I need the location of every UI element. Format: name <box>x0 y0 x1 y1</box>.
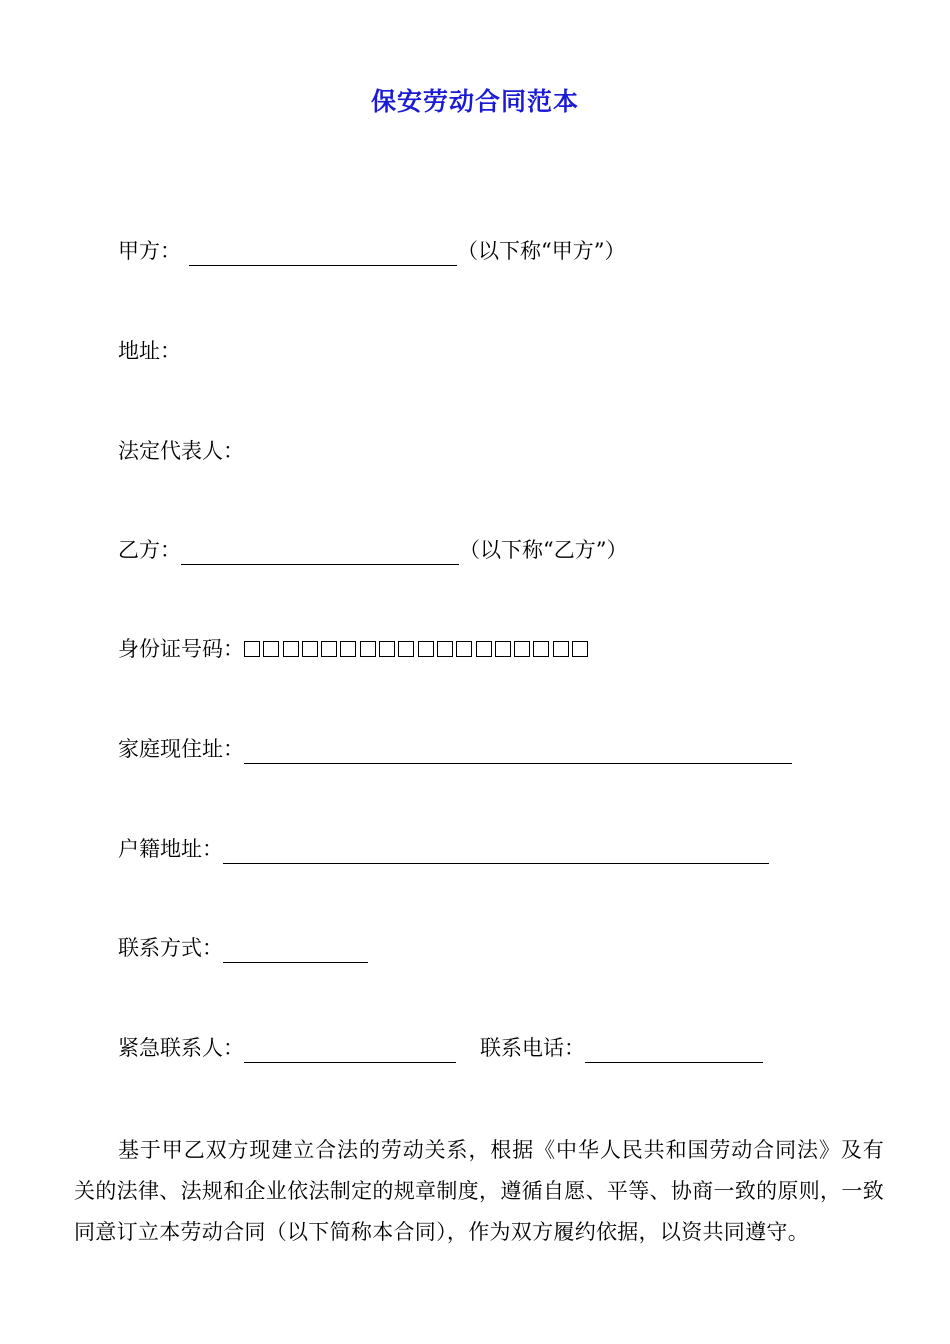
id-digit-box[interactable] <box>495 641 511 657</box>
id-digit-box[interactable] <box>553 641 569 657</box>
legal-rep-label: 法定代表人： <box>118 439 244 463</box>
id-digit-box[interactable] <box>456 641 472 657</box>
id-digit-box[interactable] <box>360 641 376 657</box>
household-address-row <box>118 834 769 864</box>
party-b-label: 乙方： <box>118 538 181 562</box>
home-address-blank[interactable] <box>244 739 792 764</box>
contact-row <box>118 933 368 963</box>
document-title: 保安劳动合同范本 <box>370 87 579 116</box>
id-digit-box[interactable] <box>263 641 279 657</box>
id-digit-box[interactable] <box>321 641 337 657</box>
id-digit-box[interactable] <box>514 641 530 657</box>
id-number-row <box>118 634 591 664</box>
address-row <box>118 336 181 366</box>
party-a-row <box>118 236 625 266</box>
contact-blank[interactable] <box>223 938 368 963</box>
party-b-suffix: （以下称“乙方”） <box>459 538 628 562</box>
id-number-label: 身份证号码： <box>118 637 244 661</box>
id-digit-box[interactable] <box>533 641 549 657</box>
party-a-label: 甲方： <box>118 239 181 263</box>
party-b-row <box>118 535 627 565</box>
party-a-suffix: （以下称“甲方”） <box>457 239 626 263</box>
id-number-boxes[interactable] <box>244 634 591 664</box>
id-digit-box[interactable] <box>418 641 434 657</box>
id-digit-box[interactable] <box>437 641 453 657</box>
legal-rep-row <box>118 436 244 466</box>
intro-paragraph: 基于甲乙双方现建立合法的劳动关系，根据《中华人民共和国劳动合同法》及有关的法律、法规和企业依法制定的规章制度，遵循自愿、平等、协商一致的原则，一致同意订立本劳动合同（以下简称本合同），作为双方履约依据，以资共同遵守。 <box>74 1138 884 1244</box>
household-address-blank[interactable] <box>223 839 769 864</box>
id-digit-box[interactable] <box>572 641 588 657</box>
party-b-blank[interactable] <box>181 540 459 565</box>
emergency-phone-label: 联系电话： <box>480 1036 585 1060</box>
home-address-label: 家庭现住址： <box>118 737 244 761</box>
emergency-phone-blank[interactable] <box>585 1038 763 1063</box>
contact-label: 联系方式： <box>118 936 223 960</box>
household-address-label: 户籍地址： <box>118 837 223 861</box>
id-digit-box[interactable] <box>283 641 299 657</box>
home-address-row <box>118 734 792 764</box>
address-label: 地址： <box>118 339 181 363</box>
id-digit-box[interactable] <box>302 641 318 657</box>
emergency-row <box>118 1033 763 1063</box>
emergency-contact-label: 紧急联系人： <box>118 1036 244 1060</box>
party-a-blank[interactable] <box>189 241 457 266</box>
id-digit-box[interactable] <box>398 641 414 657</box>
id-digit-box[interactable] <box>340 641 356 657</box>
emergency-contact-blank[interactable] <box>244 1038 456 1063</box>
id-digit-box[interactable] <box>379 641 395 657</box>
id-digit-box[interactable] <box>244 641 260 657</box>
id-digit-box[interactable] <box>476 641 492 657</box>
